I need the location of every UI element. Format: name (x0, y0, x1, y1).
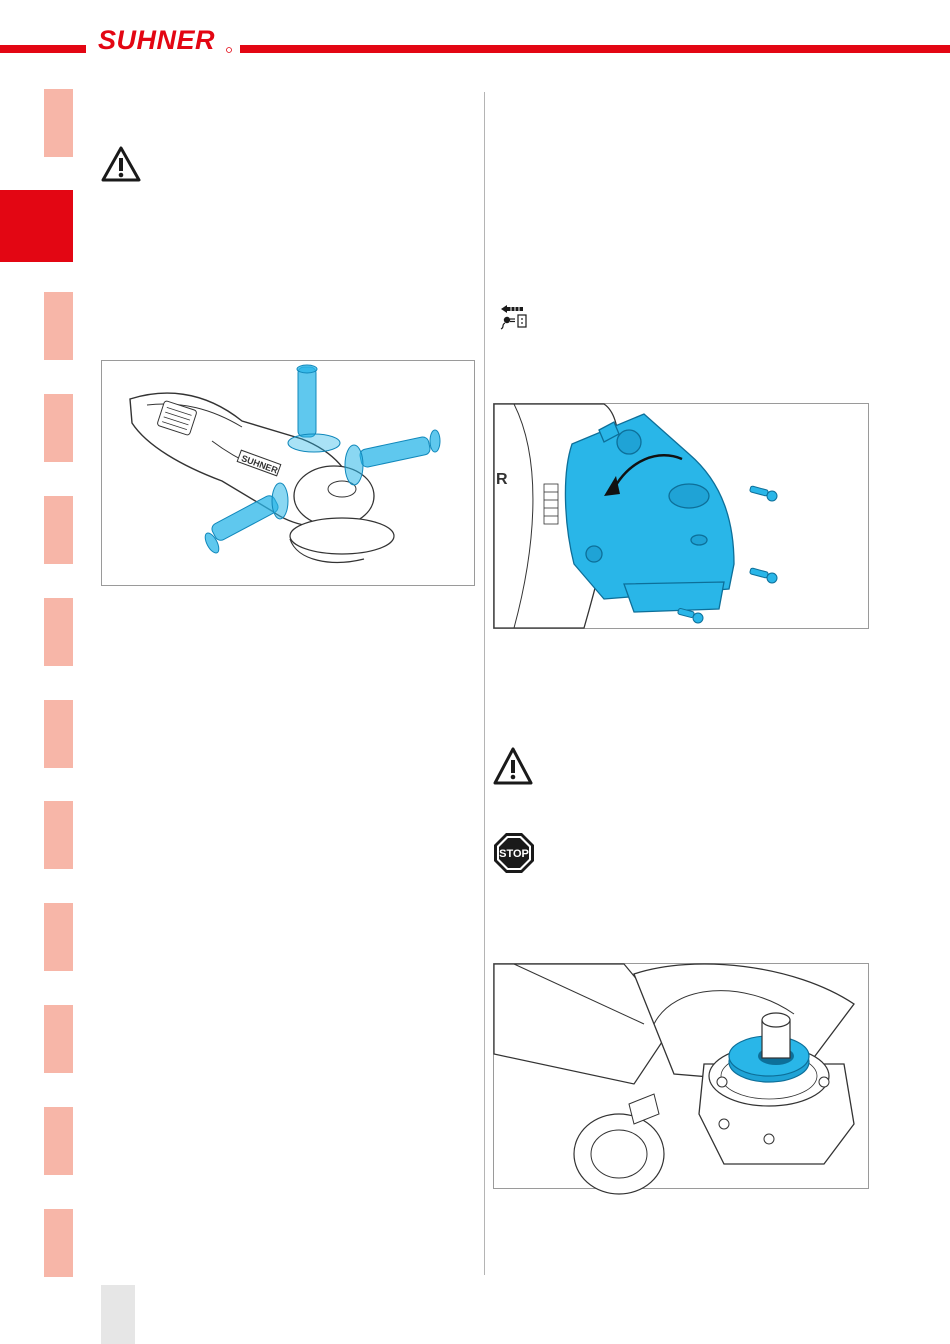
logo-text: SUHNER (98, 25, 216, 55)
tab-label: CZ (72, 1009, 88, 1028)
tab-label: PL (72, 1111, 88, 1129)
tab-es[interactable] (44, 496, 88, 564)
header-bar-left (0, 45, 86, 53)
tab-en[interactable] (44, 292, 88, 360)
tab-label: FI (72, 907, 88, 920)
angle-grinder-side-handle-figure (101, 360, 475, 586)
tab-pt[interactable] (44, 598, 88, 666)
tab-label: PT (72, 602, 88, 620)
spindle-flange-figure (493, 963, 869, 1189)
svg-text:SUHNER: SUHNER (240, 453, 280, 476)
column-divider (484, 92, 485, 1275)
tab-label: NL (72, 704, 88, 723)
warning-triangle-icon (492, 745, 534, 787)
suhner-logo (96, 24, 236, 56)
gear-head-rotation-figure (493, 403, 869, 629)
tab-pl[interactable] (44, 1107, 88, 1175)
tab-label: CN (72, 1213, 88, 1234)
page-number-box (101, 1285, 135, 1344)
tab-cz[interactable] (44, 1005, 88, 1073)
stop-sign-text: STOP (499, 848, 529, 860)
tab-cn[interactable] (44, 1209, 88, 1277)
svg-text:R: R (496, 471, 508, 488)
tab-label: EN (72, 296, 88, 316)
tab-label: ES (72, 500, 88, 519)
tab-nl[interactable] (44, 700, 88, 768)
tab-label: DE (72, 93, 88, 113)
unplug-power-icon (497, 303, 529, 331)
stop-sign-icon (493, 832, 535, 874)
tab-label: SE (72, 805, 88, 824)
header-bar-right (240, 45, 950, 53)
tab-label: IT (72, 398, 88, 411)
tab-de[interactable] (44, 89, 88, 157)
tab-label: FR (72, 194, 88, 213)
tab-it[interactable] (44, 394, 88, 462)
tab-fi[interactable] (44, 903, 88, 971)
warning-triangle-icon (100, 145, 142, 183)
tab-se[interactable] (44, 801, 88, 869)
tab-fr[interactable] (0, 190, 88, 262)
